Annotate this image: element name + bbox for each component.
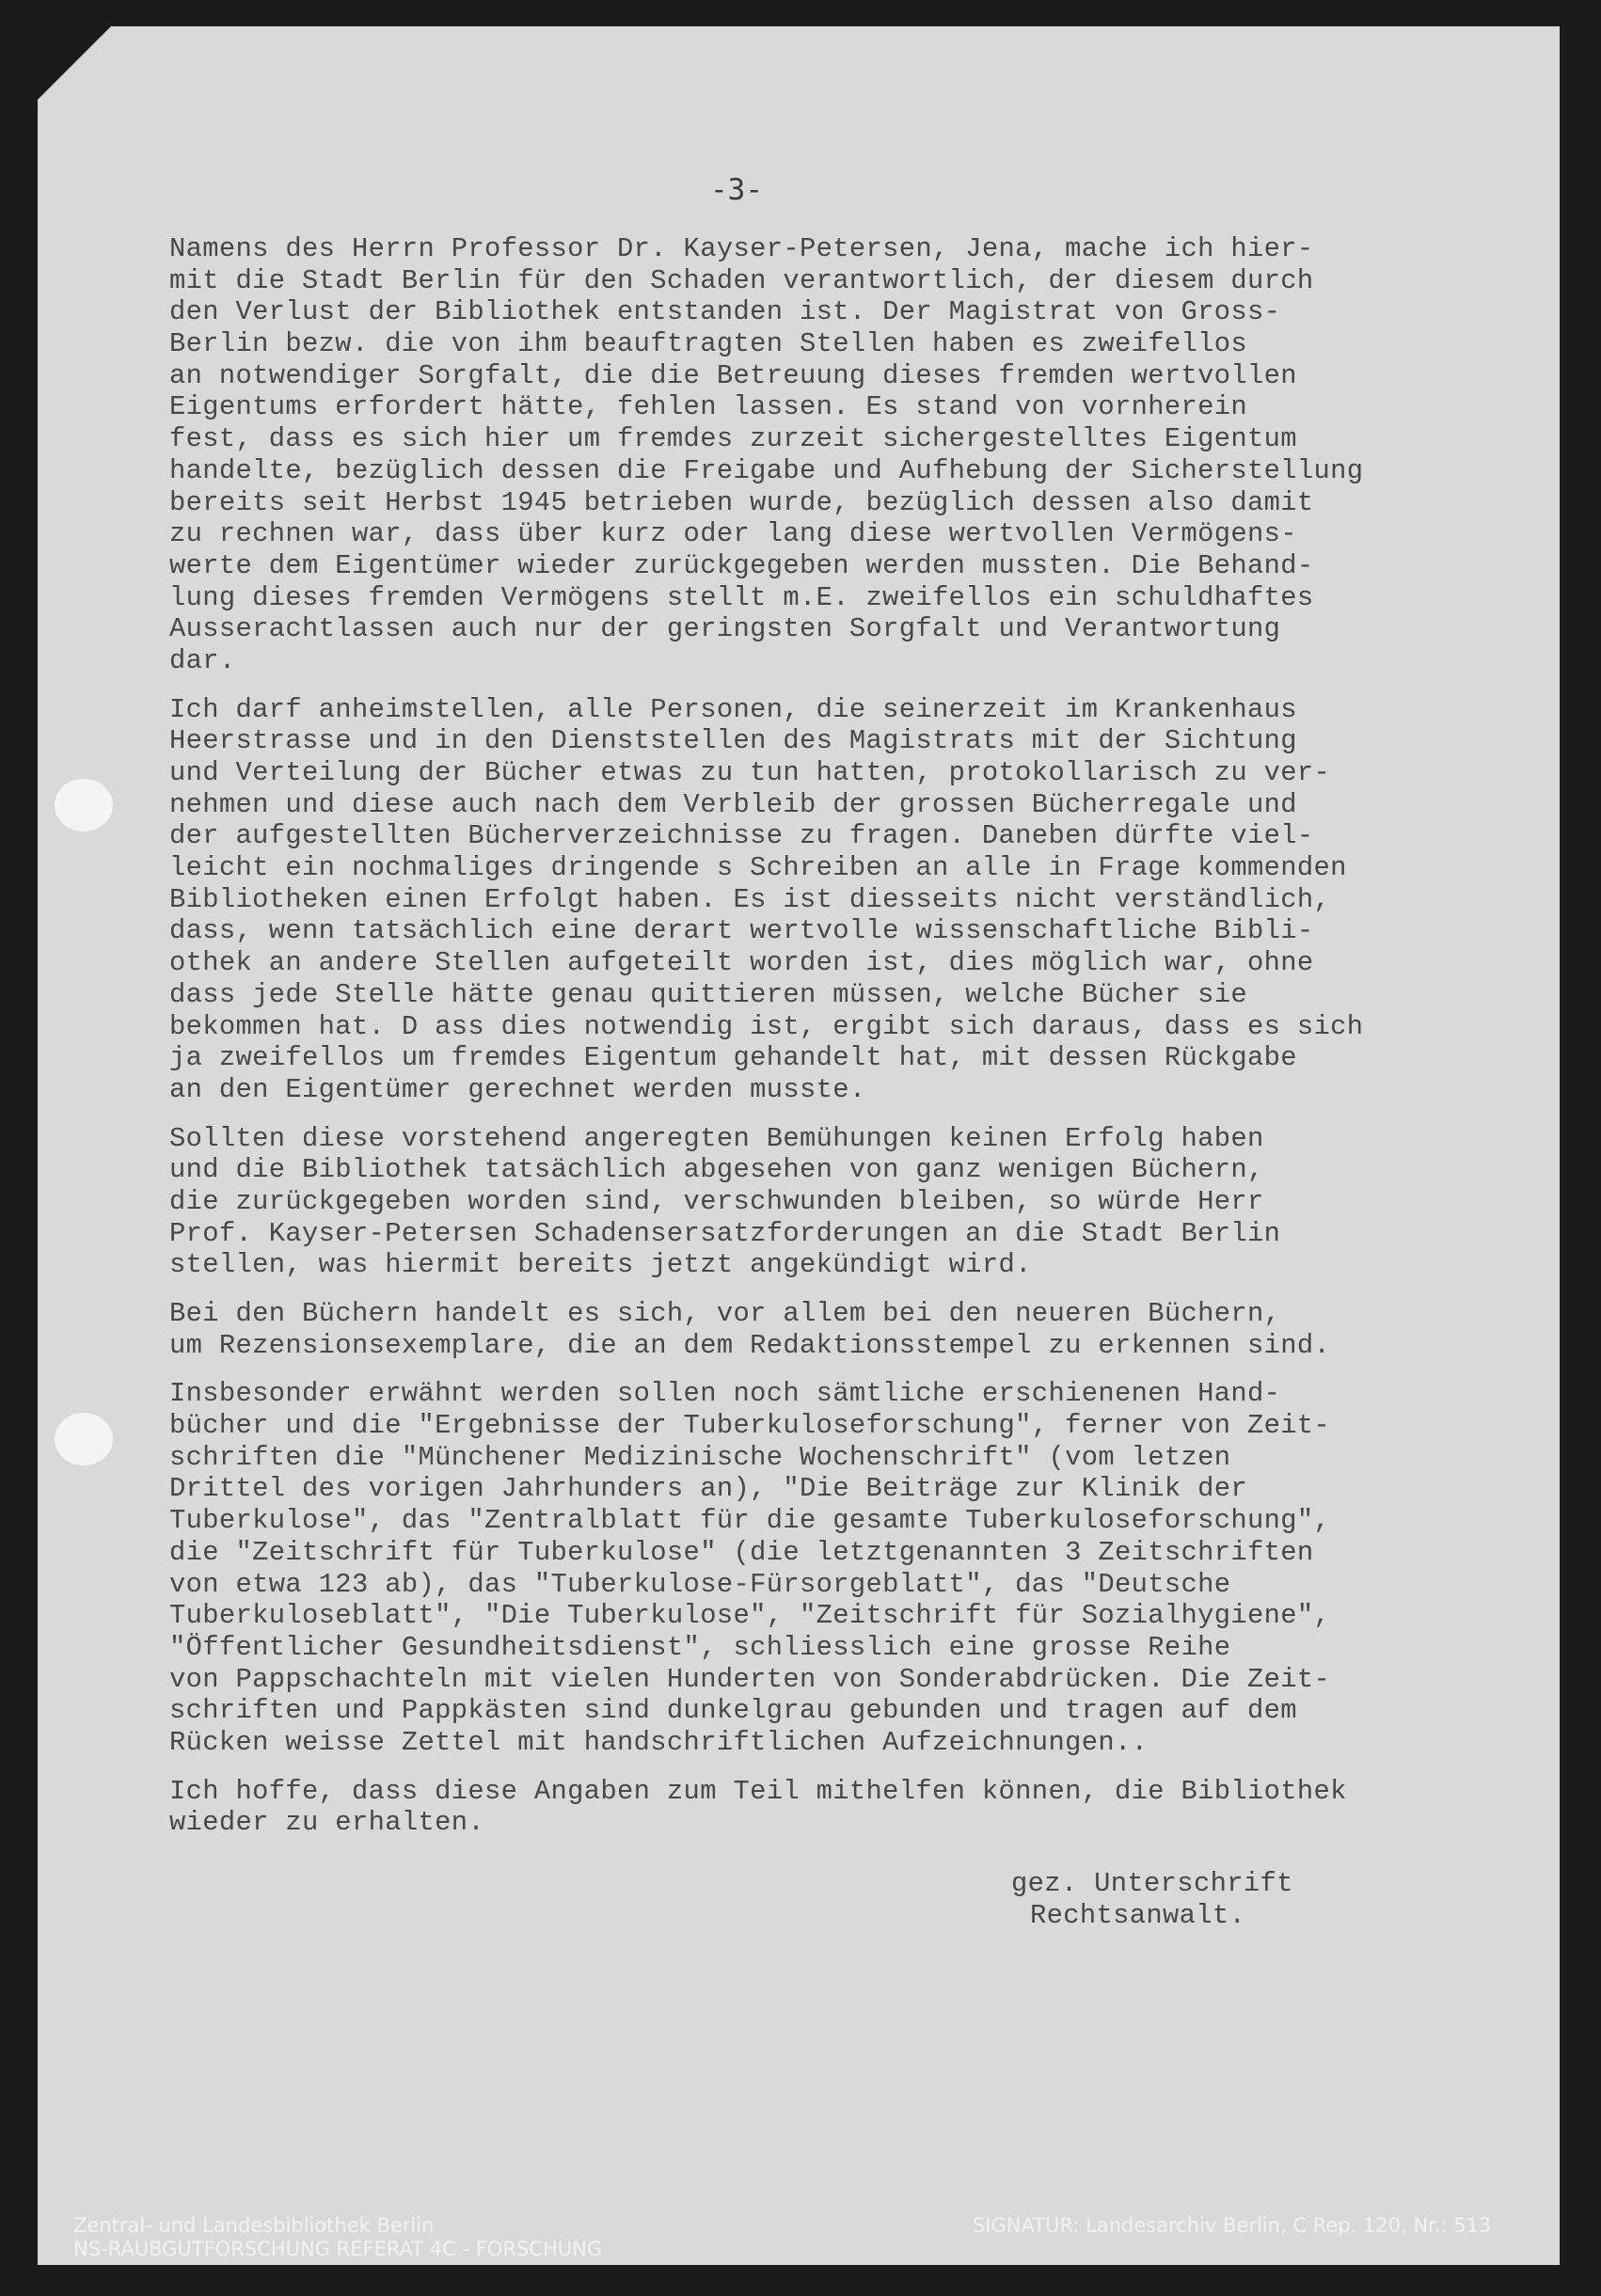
text-line: mit die Stadt Berlin für den Schaden verantwortlich, der diesem durch (169, 264, 1314, 296)
footer-library-name: Zentral- und Landesbibliothek Berlin (73, 2214, 435, 2237)
text-line: stellen, was hiermit bereits jetzt angekündigt wird. (169, 1249, 1032, 1281)
footer-archive-signature: SIGNATUR: Landesarchiv Berlin, C Rep. 120, Nr.: 513 (973, 2214, 1492, 2237)
text-line: von Pappschachteln mit vielen Hunderten von Sonderabdrücken. Die Zeit- (169, 1663, 1331, 1695)
text-line: "Öffentlicher Gesundheitsdienst", schliesslich eine grosse Reihe (169, 1631, 1231, 1663)
paragraph (169, 233, 1561, 677)
text-line: bekommen hat. D ass dies notwendig ist, ergibt sich daraus, dass es sich (169, 1010, 1364, 1042)
footer-library (73, 2214, 602, 2261)
text-line: um Rezensionsexemplare, die an dem Redaktionsstempel zu erkennen sind. (169, 1329, 1331, 1361)
text-line: die "Zeitschrift für Tuberkulose" (die letztgenannten 3 Zeitschriften (169, 1536, 1314, 1568)
text-line: Sollten diese vorstehend angeregten Bemühungen keinen Erfolg haben (169, 1122, 1264, 1154)
text-line: Eigentums erfordert hätte, fehlen lassen. Es stand von vornherein (169, 391, 1248, 423)
text-line: dar. (169, 644, 236, 676)
text-line: bereits seit Herbst 1945 betrieben wurde, bezüglich dessen also damit (169, 486, 1314, 518)
text-line: bücher und die "Ergebnisse der Tuberkuloseforschung", ferner von Zeit- (169, 1410, 1331, 1442)
text-line: Rücken weisse Zettel mit handschriftlichen Aufzeichnungen.. (169, 1726, 1149, 1758)
text-line: an notwendiger Sorgfalt, die die Betreuung dieses fremden wertvollen (169, 359, 1297, 391)
text-line: werte dem Eigentümer wieder zurückgegeben werden mussten. Die Behand- (169, 549, 1314, 581)
paragraph (169, 1298, 1561, 1361)
text-line: die zurückgegeben worden sind, verschwunden bleiben, so würde Herr (169, 1185, 1264, 1217)
text-line: othek an andere Stellen aufgeteilt worden ist, dies möglich war, ohne (169, 947, 1314, 979)
text-line: fest, dass es sich hier um fremdes zurzeit sichergestelltes Eigentum (169, 423, 1297, 455)
text-line: Ausserachtlassen auch nur der geringsten Sorgfalt und Verantwortung (169, 613, 1281, 645)
text-line: handelte, bezüglich dessen die Freigabe und Aufhebung der Sicherstellung (169, 454, 1364, 486)
text-line: an den Eigentümer gerechnet werden musste. (169, 1073, 866, 1105)
text-line: lung dieses fremden Vermögens stellt m.E. zweifellos ein schuldhaftes (169, 581, 1314, 613)
text-line: ja zweifellos um fremdes Eigentum gehandelt hat, mit dessen Rückgabe (169, 1042, 1297, 1074)
text-line: Drittel des vorigen Jahrhunders an), "Die Beiträge zur Klinik der (169, 1473, 1248, 1505)
text-line: schriften die "Münchener Medizinische Wochenschrift" (vom letzen (169, 1441, 1231, 1473)
text-line: Bei den Büchern handelt es sich, vor allem bei den neueren Büchern, (169, 1298, 1281, 1329)
signature-line: gez. Unterschrift (1011, 1868, 1293, 1899)
text-line: von etwa 123 ab), das "Tuberkulose-Fürsorgeblatt", das "Deutsche (169, 1568, 1231, 1600)
text-line: Bibliotheken einen Erfolgt haben. Es ist diesseits nicht verständlich, (169, 883, 1331, 915)
text-line: und die Bibliothek tatsächlich abgesehen von ganz wenigen Büchern, (169, 1154, 1264, 1186)
signature-title: Rechtsanwalt. (1030, 1899, 1246, 1931)
text-line: Prof. Kayser-Petersen Schadensersatzforderungen an die Stadt Berlin (169, 1217, 1281, 1249)
page-number: -3- (710, 173, 763, 207)
text-line: Namens des Herrn Professor Dr. Kayser-Petersen, Jena, mache ich hier- (169, 233, 1314, 264)
text-line: nehmen und diese auch nach dem Verbleib der grossen Bücherregale und (169, 788, 1297, 820)
text-line: dass, wenn tatsächlich eine derart wertvolle wissenschaftliche Bibli- (169, 915, 1314, 947)
text-line: und Verteilung der Bücher etwas zu tun hatten, protokollarisch zu ver- (169, 757, 1331, 788)
paragraph (169, 1123, 1561, 1281)
text-line: Ich hoffe, dass diese Angaben zum Teil mithelfen können, die Bibliothek (169, 1775, 1347, 1807)
signature-block (1011, 1868, 1293, 1931)
text-line: Insbesonder erwähnt werden sollen noch sämtliche erschienenen Hand- (169, 1378, 1281, 1410)
text-line: Tuberkulose", das "Zentralblatt für die gesamte Tuberkuloseforschung", (169, 1505, 1331, 1537)
text-line: schriften und Pappkästen sind dunkelgrau gebunden und tragen auf dem (169, 1695, 1297, 1727)
paragraph (169, 1776, 1561, 1839)
text-line: wieder zu erhalten. (169, 1807, 484, 1839)
text-line: Berlin bezw. die von ihm beauftragten Stellen haben es zweifellos (169, 328, 1248, 360)
text-line: Ich darf anheimstellen, alle Personen, die seinerzeit im Krankenhaus (169, 693, 1297, 725)
paragraph (169, 694, 1561, 1106)
text-line: Heerstrasse und in den Dienststellen des Magistrats mit der Sichtung (169, 725, 1297, 757)
letter-body (169, 233, 1561, 1856)
text-line: dass jede Stelle hätte genau quittieren müssen, welche Bücher sie (169, 978, 1248, 1010)
text-line: den Verlust der Bibliothek entstanden ist. Der Magistrat von Gross- (169, 296, 1281, 328)
text-line: leicht ein nochmaliges dringende s Schreiben an alle in Frage kommenden (169, 852, 1347, 884)
footer-department: NS-RAUBGUTFORSCHUNG REFERAT 4C - FORSCHUNG (73, 2238, 603, 2260)
text-line: zu rechnen war, dass über kurz oder lang diese wertvollen Vermögens- (169, 518, 1297, 550)
punch-hole (55, 1413, 113, 1465)
footer-signature-ref (973, 2214, 1491, 2238)
text-line: Tuberkuloseblatt", "Die Tuberkulose", "Zeitschrift für Sozialhygiene", (169, 1600, 1331, 1632)
paragraph (169, 1378, 1561, 1758)
punch-hole (55, 779, 113, 831)
text-line: der aufgestellten Bücherverzeichnisse zu fragen. Daneben dürfte viel- (169, 820, 1314, 852)
